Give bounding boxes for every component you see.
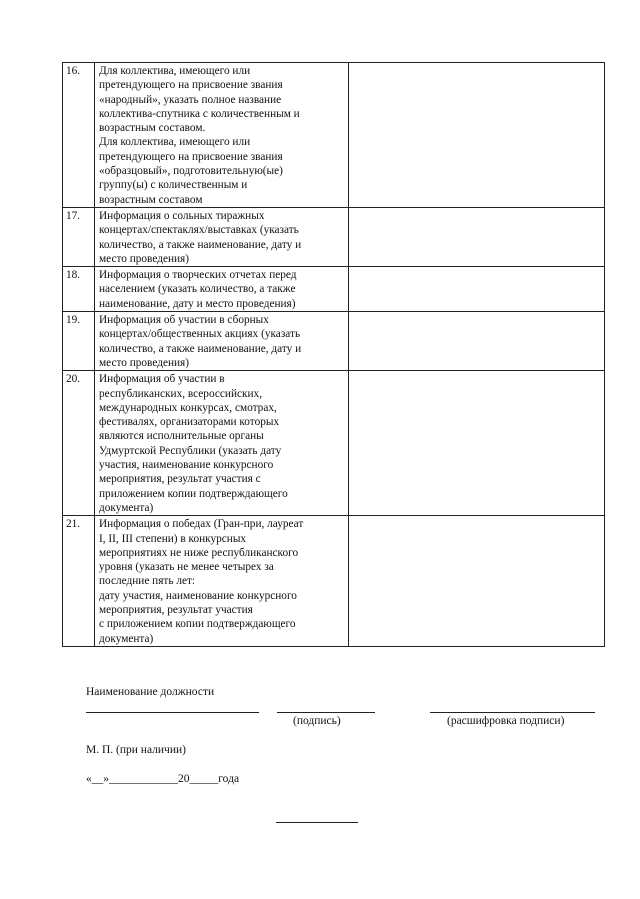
description-line: I, II, III степени) в конкурсных (99, 532, 247, 545)
description-line: Информация об участии в (99, 373, 225, 386)
description-line: Информация об участии в сборных (99, 314, 269, 327)
description-line: Информация о творческих отчетах перед (99, 269, 297, 282)
description-line: место проведения) (99, 252, 190, 265)
description-line: Информация о сольных тиражных (99, 209, 265, 222)
row-value-field[interactable] (349, 371, 605, 516)
description-line: Для коллектива, имеющего или (99, 136, 251, 149)
description-line: дату участия, наименование конкурсного (99, 589, 297, 602)
signature-caption: (подпись) (293, 715, 341, 727)
description-line: концертах/общественных акциях (указать (99, 328, 301, 341)
row-value-field[interactable] (349, 207, 605, 266)
row-value-field[interactable] (349, 516, 605, 647)
table-row (63, 371, 605, 516)
signature-line (277, 712, 375, 713)
table-row (63, 312, 605, 371)
description-line: количество, а также наименование, дату и (99, 342, 302, 355)
description-line: группу(ы) с количественным и (99, 179, 248, 192)
description-line: населением (указать количество, а также (99, 283, 296, 296)
form-rows (63, 63, 605, 647)
row-description (95, 207, 349, 266)
row-number: 20. (63, 371, 95, 516)
description-line: международных конкурсах, смотрах, (99, 401, 277, 414)
description-line: республиканских, всероссийских, (99, 387, 263, 400)
row-number: 18. (63, 267, 95, 312)
description-line: мероприятиях не ниже республиканского (99, 546, 299, 559)
row-description (95, 371, 349, 516)
description-line: Удмуртской Республики (указать дату (99, 444, 282, 457)
description-line: «народный», указать полное название (99, 93, 282, 106)
row-number: 16. (63, 63, 95, 208)
description-line: Информация о победах (Гран-при, лауреат (99, 518, 304, 531)
row-number: 17. (63, 207, 95, 266)
stamp-label: М. П. (при наличии) (86, 744, 186, 756)
description-line: приложением копии подтверждающего (99, 487, 288, 500)
application-form-table (62, 62, 605, 647)
description-line: концертах/спектаклях/выставках (указать (99, 224, 299, 237)
table-row (63, 207, 605, 266)
decoding-caption: (расшифровка подписи) (447, 715, 565, 727)
row-description (95, 267, 349, 312)
position-signature-line (86, 712, 259, 713)
description-line: с приложением копии подтверждающего (99, 618, 296, 631)
description-line: претендующего на присвоение звания (99, 150, 283, 163)
description-line: количество, а также наименование, дату и (99, 238, 302, 251)
description-line: возрастным составом. (99, 122, 206, 135)
description-line: Для коллектива, имеющего или (99, 65, 251, 77)
row-description (95, 516, 349, 647)
row-number: 19. (63, 312, 95, 371)
description-line: участия, наименование конкурсного (99, 459, 274, 472)
description-line: наименование, дату и место проведения) (99, 297, 296, 310)
decoding-line (430, 712, 595, 713)
table-row (63, 267, 605, 312)
table-row (63, 63, 605, 208)
description-line: последние пять лет: (99, 575, 196, 588)
description-line: место проведения) (99, 356, 190, 369)
row-number: 21. (63, 516, 95, 647)
row-description (95, 63, 349, 208)
description-line: документа) (99, 501, 154, 514)
date-line: «__»____________20_____года (86, 773, 240, 785)
description-line: являются исполнительные органы (99, 430, 264, 443)
description-line: коллектива-спутника с количественным и (99, 107, 300, 120)
row-description (95, 312, 349, 371)
row-value-field[interactable] (349, 267, 605, 312)
description-line: претендующего на присвоение звания (99, 79, 283, 92)
description-line: уровня (указать не менее четырех за (99, 561, 274, 574)
description-line: фестивалях, организаторами которых (99, 416, 280, 429)
row-value-field[interactable] (349, 63, 605, 208)
position-label: Наименование должности (86, 686, 215, 698)
table-row (63, 516, 605, 647)
page-separator-line (276, 822, 358, 823)
description-line: мероприятия, результат участия с (99, 473, 261, 486)
description-line: мероприятия, результат участия (99, 603, 253, 616)
row-value-field[interactable] (349, 312, 605, 371)
description-line: документа) (99, 632, 154, 645)
description-line: «образцовый», подготовительную(ые) (99, 165, 283, 178)
description-line: возрастным составом (99, 193, 203, 206)
